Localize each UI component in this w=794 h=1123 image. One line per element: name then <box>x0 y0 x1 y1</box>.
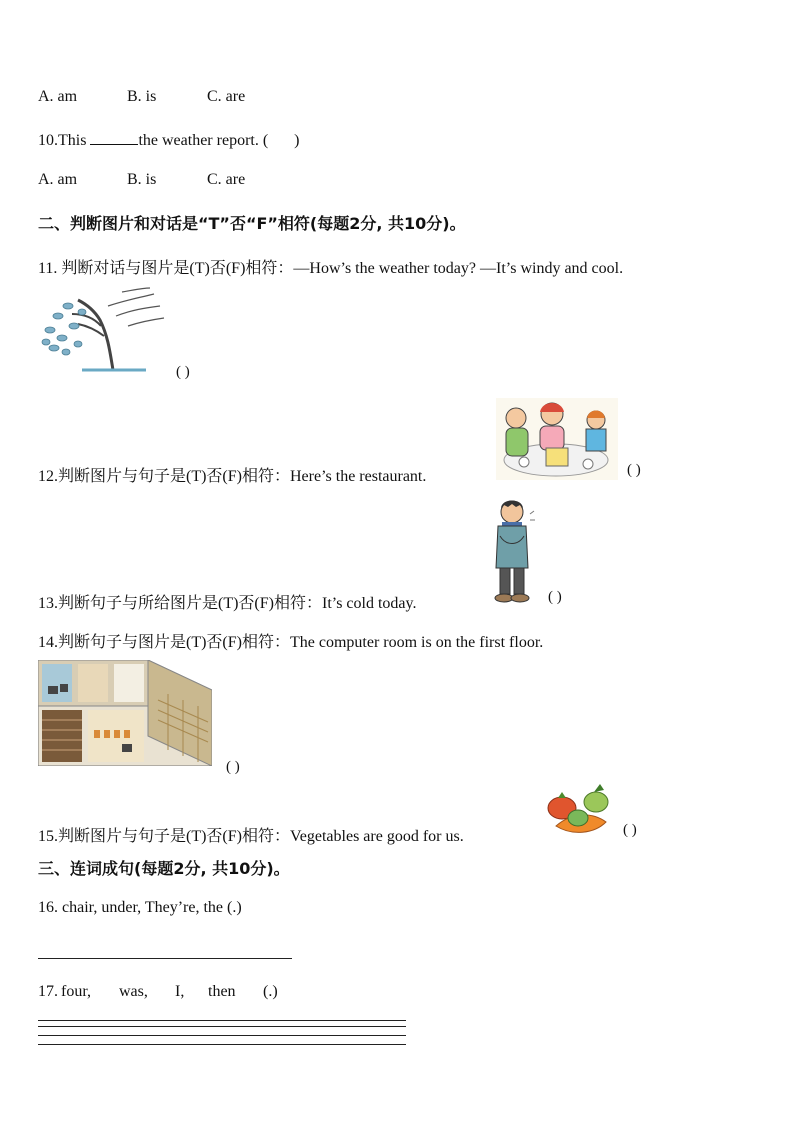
cold-man-icon <box>486 496 536 606</box>
q10-number: 10. <box>38 132 58 149</box>
section-3-heading: 三、连词成句(每题2分, 共10分)。 <box>38 859 290 878</box>
answer-parenthesis[interactable]: ( ) <box>226 759 240 775</box>
q10-option-c: C. are <box>207 171 246 188</box>
answer-line[interactable] <box>38 958 292 959</box>
question-12: 12.判断图片与句子是(T)否(F)相符：Here’s the restaurant. <box>38 468 427 485</box>
q10-option-b: B. is <box>127 171 157 188</box>
answer-parenthesis[interactable]: ( ) <box>627 462 641 478</box>
answer-parenthesis[interactable]: ( ) <box>548 589 562 605</box>
q9-option-b: B. is <box>127 88 157 105</box>
question-10 <box>38 130 300 150</box>
section-2-heading: 二、判断图片和对话是“T”否“F”相符(每题2分, 共10分)。 <box>38 214 466 233</box>
answer-blank[interactable] <box>90 130 138 145</box>
q17-number: 17. <box>38 983 58 1000</box>
windy-tree-icon <box>38 286 168 378</box>
answer-parenthesis[interactable]: ( ) <box>176 364 190 380</box>
vegetables-icon <box>544 782 614 836</box>
q17-word: I, <box>175 983 185 1000</box>
q17-word: then <box>208 983 236 1000</box>
q17-word: (.) <box>263 983 278 1000</box>
q10-before: This <box>58 132 87 149</box>
family-dinner-icon <box>496 398 618 480</box>
school-building-icon <box>38 660 212 766</box>
question-14: 14.判断句子与图片是(T)否(F)相符：The computer room is on the first floor. <box>38 634 544 651</box>
q10-close: ) <box>294 132 300 149</box>
q9-option-a: A. am <box>38 88 78 105</box>
answer-line[interactable] <box>38 1026 406 1027</box>
answer-line[interactable] <box>38 1044 406 1045</box>
question-11: 11. 判断对话与图片是(T)否(F)相符：—How’s the weather today? —It’s windy and cool. <box>38 260 624 277</box>
q17-word: was, <box>119 983 148 1000</box>
q10-option-a: A. am <box>38 171 78 188</box>
question-16: 16. chair, under, They’re, the (.) <box>38 899 242 916</box>
q9-option-c: C. are <box>207 88 246 105</box>
question-13: 13.判断句子与所给图片是(T)否(F)相符：It’s cold today. <box>38 595 417 612</box>
answer-line[interactable] <box>38 1035 406 1036</box>
q17-word: four, <box>61 983 92 1000</box>
answer-line[interactable] <box>38 1020 406 1021</box>
question-15: 15.判断图片与句子是(T)否(F)相符：Vegetables are good for us. <box>38 828 464 845</box>
answer-parenthesis[interactable]: ( ) <box>623 822 637 838</box>
q10-after: the weather report. ( <box>138 132 269 149</box>
